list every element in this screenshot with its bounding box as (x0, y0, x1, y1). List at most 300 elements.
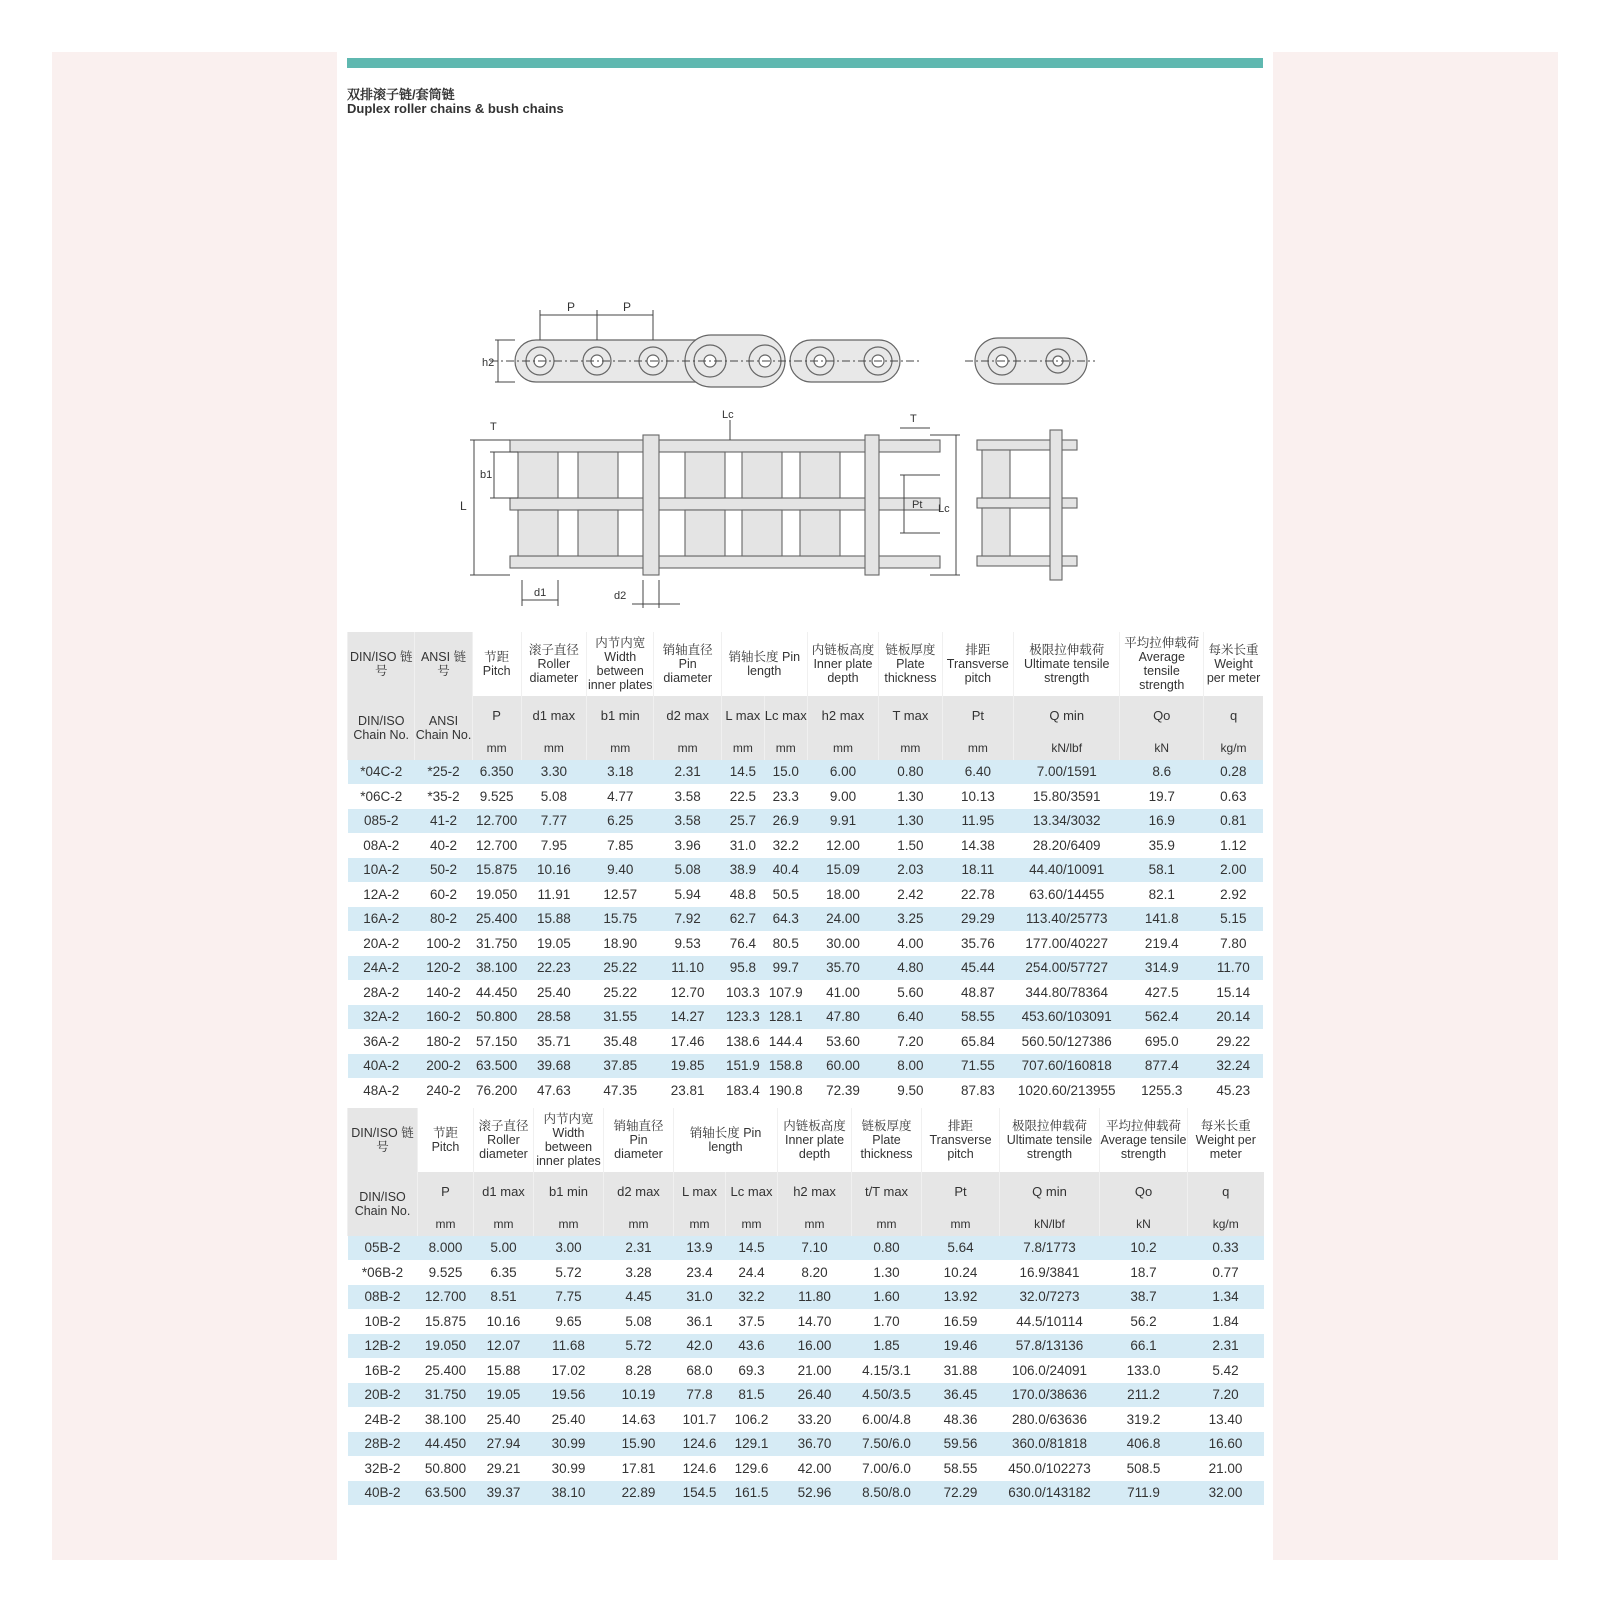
table-cell: 8.50/8.0 (852, 1481, 922, 1506)
unitb-9: kN/lbf (1000, 1212, 1100, 1236)
table-cell: 17.81 (604, 1456, 674, 1481)
table-cell: 10.2 (1100, 1236, 1188, 1260)
table-cell: 140-2 (415, 980, 472, 1005)
table-cell: 50-2 (415, 858, 472, 883)
table-cell: 2.03 (879, 858, 942, 883)
table-cell: 453.60/103091 (1014, 1005, 1120, 1030)
table-cell: 95.8 (721, 956, 764, 981)
table-cell: 4.00 (879, 931, 942, 956)
table-cell: 30.99 (534, 1432, 604, 1457)
table-row (348, 931, 1264, 956)
table-cell: 99.7 (764, 956, 807, 981)
hdrb-plate-h: 内链板高度 Inner plate depth (778, 1108, 852, 1172)
symb-9: Q min (1000, 1172, 1100, 1212)
chain-technical-drawing (460, 300, 1100, 615)
table-cell: 64.3 (764, 907, 807, 932)
table-cell: 1.50 (879, 833, 942, 858)
table-cell: 3.58 (654, 809, 721, 834)
hdr-pin-d: 销轴直径 Pin diameter (654, 632, 721, 696)
unitb-6: mm (778, 1212, 852, 1236)
table-cell: 21.00 (778, 1358, 852, 1383)
table-cell: 14.70 (778, 1309, 852, 1334)
table-cell: 47.35 (587, 1078, 654, 1103)
table-cell: 17.02 (534, 1358, 604, 1383)
table-row (348, 1456, 1264, 1481)
chain-number-cell: 10A-2 (348, 858, 415, 883)
table-cell: 180-2 (415, 1029, 472, 1054)
table-cell: 254.00/57727 (1014, 956, 1120, 981)
table-cell: 7.8/1773 (1000, 1236, 1100, 1260)
table-row (348, 907, 1264, 932)
table-cell: 5.64 (922, 1236, 1000, 1260)
table-cell: 141.8 (1120, 907, 1204, 932)
table-cell: 71.55 (942, 1054, 1014, 1079)
table-cell: 177.00/40227 (1014, 931, 1120, 956)
table-cell: 14.27 (654, 1005, 721, 1030)
sym-11: q (1204, 696, 1263, 736)
table-cell: 4.45 (604, 1285, 674, 1310)
unitb-3: mm (604, 1212, 674, 1236)
symb-10: Qo (1100, 1172, 1188, 1212)
table-cell: 30.99 (534, 1456, 604, 1481)
table-cell: 63.60/14455 (1014, 882, 1120, 907)
table-cell: 7.10 (778, 1236, 852, 1260)
sym-5: Lc max (764, 696, 807, 736)
hdr-ansi-en: ANSI Chain No. (415, 696, 472, 760)
table-cell: 9.91 (807, 809, 879, 834)
table-cell: 44.40/10091 (1014, 858, 1120, 883)
table-cell: 11.68 (534, 1334, 604, 1359)
table-cell: 31.750 (472, 931, 521, 956)
table-row (348, 809, 1264, 834)
table-cell: 13.40 (1188, 1407, 1264, 1432)
chain-number-cell: 16A-2 (348, 907, 415, 932)
table-cell: 1.84 (1188, 1309, 1264, 1334)
unit-1: mm (521, 736, 586, 760)
table-row (348, 1005, 1264, 1030)
table-cell: 32.2 (726, 1285, 778, 1310)
unitb-8: mm (922, 1212, 1000, 1236)
table-cell: 44.450 (418, 1432, 474, 1457)
table-cell: 0.77 (1188, 1260, 1264, 1285)
hdr-ansi: ANSI 链号 (415, 632, 472, 696)
chain-number-cell: 12A-2 (348, 882, 415, 907)
table-cell: 4.80 (879, 956, 942, 981)
table-cell: 1.12 (1204, 833, 1263, 858)
hdr-trans: 排距 Transverse pitch (942, 632, 1014, 696)
hdrb-ult: 极限拉伸载荷 Ultimate tensile strength (1000, 1108, 1100, 1172)
table-cell: 13.9 (674, 1236, 726, 1260)
table-cell: 35.70 (807, 956, 879, 981)
table-row (348, 833, 1264, 858)
table-cell: 5.15 (1204, 907, 1263, 932)
table-cell: 15.90 (604, 1432, 674, 1457)
table-cell: 360.0/81818 (1000, 1432, 1100, 1457)
table-cell: 12.00 (807, 833, 879, 858)
table-cell: 39.68 (521, 1054, 586, 1079)
table-cell: 15.80/3591 (1014, 784, 1120, 809)
table-cell: 15.875 (418, 1309, 474, 1334)
table-cell: 427.5 (1120, 980, 1204, 1005)
table-cell: 4.50/3.5 (852, 1383, 922, 1408)
table-cell: 1.30 (879, 784, 942, 809)
table-cell: 40-2 (415, 833, 472, 858)
table-cell: 707.60/160818 (1014, 1054, 1120, 1079)
table-cell: 450.0/102273 (1000, 1456, 1100, 1481)
chain-number-cell: 32B-2 (348, 1456, 418, 1481)
table-row (348, 1481, 1264, 1506)
table-cell: 14.5 (726, 1236, 778, 1260)
chain-number-cell: 28B-2 (348, 1432, 418, 1457)
table-cell: 80.5 (764, 931, 807, 956)
table-cell: 53.60 (807, 1029, 879, 1054)
table-cell: 41-2 (415, 809, 472, 834)
table-cell: 82.1 (1120, 882, 1204, 907)
table-cell: 12.70 (654, 980, 721, 1005)
table-cell: 7.20 (879, 1029, 942, 1054)
table-cell: 3.58 (654, 784, 721, 809)
table-cell: 15.875 (472, 858, 521, 883)
hdrb-pin-d: 销轴直径 Pin diameter (604, 1108, 674, 1172)
sym-8: Pt (942, 696, 1014, 736)
table-cell: 63.500 (472, 1054, 521, 1079)
table-cell: 25.22 (587, 956, 654, 981)
table-cell: 0.63 (1204, 784, 1263, 809)
table-cell: 31.750 (418, 1383, 474, 1408)
table-cell: 24.00 (807, 907, 879, 932)
chain-number-cell: 16B-2 (348, 1358, 418, 1383)
unitb-0: mm (418, 1212, 474, 1236)
chain-number-cell: 32A-2 (348, 1005, 415, 1030)
table-cell: 2.42 (879, 882, 942, 907)
table-cell: 45.44 (942, 956, 1014, 981)
table-cell: 211.2 (1100, 1383, 1188, 1408)
table-cell: 5.08 (521, 784, 586, 809)
table-cell: 2.31 (654, 760, 721, 784)
table-cell: 77.8 (674, 1383, 726, 1408)
table-cell: 8.51 (474, 1285, 534, 1310)
table-cell: 9.65 (534, 1309, 604, 1334)
table-cell: 43.6 (726, 1334, 778, 1359)
label-L: L (460, 499, 467, 513)
table-cell: 3.28 (604, 1260, 674, 1285)
table-cell: 35.48 (587, 1029, 654, 1054)
table-cell: 183.4 (721, 1078, 764, 1103)
table-cell: 0.33 (1188, 1236, 1264, 1260)
table-cell: 12.07 (474, 1334, 534, 1359)
table-cell: 170.0/38636 (1000, 1383, 1100, 1408)
table-cell: 2.31 (1188, 1334, 1264, 1359)
table-row (348, 1407, 1264, 1432)
table-cell: 13.34/3032 (1014, 809, 1120, 834)
table-cell: 6.35 (474, 1260, 534, 1285)
table-cell: 72.39 (807, 1078, 879, 1103)
table-cell: 5.42 (1188, 1358, 1264, 1383)
symb-4: L max (674, 1172, 726, 1212)
sym-2: b1 min (587, 696, 654, 736)
table-cell: 16.00 (778, 1334, 852, 1359)
table-cell: 35.9 (1120, 833, 1204, 858)
table-cell: 133.0 (1100, 1358, 1188, 1383)
table-cell: 37.85 (587, 1054, 654, 1079)
table-cell: 560.50/127386 (1014, 1029, 1120, 1054)
table-cell: 344.80/78364 (1014, 980, 1120, 1005)
table-cell: 9.525 (418, 1260, 474, 1285)
table-cell: 7.85 (587, 833, 654, 858)
table-cell: 7.20 (1188, 1383, 1264, 1408)
table-cell: 158.8 (764, 1054, 807, 1079)
table-row (348, 1309, 1264, 1334)
table-cell: 103.3 (721, 980, 764, 1005)
table-row (348, 956, 1264, 981)
unitb-1: mm (474, 1212, 534, 1236)
chain-number-cell: 10B-2 (348, 1309, 418, 1334)
table-cell: 22.89 (604, 1481, 674, 1506)
table-cell: 9.525 (472, 784, 521, 809)
unitb-4: mm (674, 1212, 726, 1236)
table-cell: 33.20 (778, 1407, 852, 1432)
table-cell: 57.8/13136 (1000, 1334, 1100, 1359)
chain-number-cell: *04C-2 (348, 760, 415, 784)
page-title-en: Duplex roller chains & bush chains (347, 101, 564, 116)
chain-number-cell: 24B-2 (348, 1407, 418, 1432)
table-cell: 124.6 (674, 1432, 726, 1457)
table-cell: 10.24 (922, 1260, 1000, 1285)
chain-number-cell: 28A-2 (348, 980, 415, 1005)
table-cell: 161.5 (726, 1481, 778, 1506)
table-cell: 219.4 (1120, 931, 1204, 956)
table-cell: 0.28 (1204, 760, 1263, 784)
sym-1: d1 max (521, 696, 586, 736)
chain-number-cell: 20B-2 (348, 1383, 418, 1408)
hdrb-plate-t: 链板厚度 Plate thickness (852, 1108, 922, 1172)
table-cell: 11.10 (654, 956, 721, 981)
label-Lc1: Lc (722, 409, 734, 421)
symb-0: P (418, 1172, 474, 1212)
table-cell: 14.5 (721, 760, 764, 784)
table-row (348, 1285, 1264, 1310)
table-cell: 6.00 (807, 760, 879, 784)
table-cell: 39.37 (474, 1481, 534, 1506)
unit-0: mm (472, 736, 521, 760)
label-h2: h2 (482, 357, 495, 369)
table-cell: 68.0 (674, 1358, 726, 1383)
table-cell: 14.63 (604, 1407, 674, 1432)
table-cell: 31.0 (674, 1285, 726, 1310)
table-cell: 128.1 (764, 1005, 807, 1030)
table-cell: 18.90 (587, 931, 654, 956)
table-cell: 12.700 (418, 1285, 474, 1310)
label-Pt: Pt (912, 499, 923, 511)
table-cell: 48.8 (721, 882, 764, 907)
table-cell: 60.00 (807, 1054, 879, 1079)
unit-11: kg/m (1204, 736, 1263, 760)
table-cell: 28.58 (521, 1005, 586, 1030)
hdr-pitch: 节距 Pitch (472, 632, 521, 696)
table-cell: 7.75 (534, 1285, 604, 1310)
table-row (348, 760, 1264, 784)
table-cell: 35.71 (521, 1029, 586, 1054)
table-cell: 42.0 (674, 1334, 726, 1359)
table-cell: 7.00/1591 (1014, 760, 1120, 784)
table-cell: 16.9 (1120, 809, 1204, 834)
hdr-chain-en: DIN/ISO Chain No. (348, 696, 415, 760)
table-row (348, 1432, 1264, 1457)
table-cell: 106.0/24091 (1000, 1358, 1100, 1383)
hdr-avg: 平均拉伸载荷 Average tensile strength (1120, 632, 1204, 696)
table-cell: 25.40 (521, 980, 586, 1005)
table-cell: 15.0 (764, 760, 807, 784)
label-p2: P (623, 300, 632, 314)
table-cell: 240-2 (415, 1078, 472, 1103)
table-cell: 56.2 (1100, 1309, 1188, 1334)
table-row (348, 1078, 1264, 1103)
table-cell: 630.0/143182 (1000, 1481, 1100, 1506)
table-row (348, 1334, 1264, 1359)
table-cell: 38.100 (418, 1407, 474, 1432)
right-margin-panel (1273, 52, 1558, 1560)
table-cell: 20.14 (1204, 1005, 1263, 1030)
table-cell: 58.55 (922, 1456, 1000, 1481)
symb-1: d1 max (474, 1172, 534, 1212)
table-cell: 18.7 (1100, 1260, 1188, 1285)
table-cell: 280.0/63636 (1000, 1407, 1100, 1432)
table-cell: 32.24 (1204, 1054, 1263, 1079)
table-cell: 25.400 (418, 1358, 474, 1383)
table-cell: 45.23 (1204, 1078, 1263, 1103)
table-cell: 19.050 (472, 882, 521, 907)
table-cell: 4.77 (587, 784, 654, 809)
table-cell: 12.700 (472, 833, 521, 858)
table-cell: 1.30 (852, 1260, 922, 1285)
hdr-plate-t: 链板厚度 Plate thickness (879, 632, 942, 696)
table-cell: 18.00 (807, 882, 879, 907)
table-cell: 144.4 (764, 1029, 807, 1054)
table-cell: 0.81 (1204, 809, 1263, 834)
chain-number-cell: 08A-2 (348, 833, 415, 858)
spec-table-a (347, 632, 1263, 1103)
chain-number-cell: 085-2 (348, 809, 415, 834)
table-cell: 36.70 (778, 1432, 852, 1457)
table-cell: 29.22 (1204, 1029, 1263, 1054)
chain-number-cell: 12B-2 (348, 1334, 418, 1359)
unit-9: kN/lbf (1014, 736, 1120, 760)
hdrb-pitch: 节距 Pitch (418, 1108, 474, 1172)
table-cell: 124.6 (674, 1456, 726, 1481)
symb-3: d2 max (604, 1172, 674, 1212)
table-cell: 2.00 (1204, 858, 1263, 883)
hdr-width: 内节内宽 Width between inner plates (587, 632, 654, 696)
table-cell: 15.09 (807, 858, 879, 883)
table-cell: 29.29 (942, 907, 1014, 932)
label-d2: d2 (614, 590, 627, 602)
table-cell: 190.8 (764, 1078, 807, 1103)
label-d1: d1 (534, 587, 547, 599)
table-cell: 7.95 (521, 833, 586, 858)
hdrb-width: 内节内宽 Width between inner plates (534, 1108, 604, 1172)
table-cell: 2.31 (604, 1236, 674, 1260)
table-cell: 8.00 (879, 1054, 942, 1079)
table-cell: 47.80 (807, 1005, 879, 1030)
table-cell: 508.5 (1100, 1456, 1188, 1481)
table-cell: 23.81 (654, 1078, 721, 1103)
table-cell: 7.92 (654, 907, 721, 932)
table-row (348, 858, 1264, 883)
table-cell: 10.19 (604, 1383, 674, 1408)
table-cell: 17.46 (654, 1029, 721, 1054)
chain-number-cell: 40B-2 (348, 1481, 418, 1506)
table-cell: 15.75 (587, 907, 654, 932)
table-cell: 60-2 (415, 882, 472, 907)
table-cell: 16.9/3841 (1000, 1260, 1100, 1285)
table-cell: 711.9 (1100, 1481, 1188, 1506)
label-b1: b1 (480, 469, 493, 481)
table-cell: 3.00 (534, 1236, 604, 1260)
sym-10: Qo (1120, 696, 1204, 736)
table-cell: 31.55 (587, 1005, 654, 1030)
table-cell: 47.63 (521, 1078, 586, 1103)
table-cell: 5.08 (604, 1309, 674, 1334)
table-cell: 160-2 (415, 1005, 472, 1030)
table-cell: 26.40 (778, 1383, 852, 1408)
table-cell: 129.6 (726, 1456, 778, 1481)
table-cell: 10.16 (474, 1309, 534, 1334)
table-cell: 3.25 (879, 907, 942, 932)
table-cell: 31.0 (721, 833, 764, 858)
spec-table-b-body (348, 1236, 1264, 1505)
table-cell: 72.29 (922, 1481, 1000, 1506)
unit-10: kN (1120, 736, 1204, 760)
table-cell: 52.96 (778, 1481, 852, 1506)
table-cell: 6.25 (587, 809, 654, 834)
table-cell: 8.6 (1120, 760, 1204, 784)
table-cell: 7.80 (1204, 931, 1263, 956)
chain-number-cell: 36A-2 (348, 1029, 415, 1054)
table-cell: 22.78 (942, 882, 1014, 907)
table-cell: 19.56 (534, 1383, 604, 1408)
symb-2: b1 min (534, 1172, 604, 1212)
table-cell: 4.15/3.1 (852, 1358, 922, 1383)
table-cell: 3.18 (587, 760, 654, 784)
table-cell: 25.40 (534, 1407, 604, 1432)
table-cell: 1.34 (1188, 1285, 1264, 1310)
table-cell: 1255.3 (1120, 1078, 1204, 1103)
sym-9: Q min (1014, 696, 1120, 736)
table-cell: 107.9 (764, 980, 807, 1005)
hdrb-roller: 滚子直径 Roller diameter (474, 1108, 534, 1172)
table-cell: 87.83 (942, 1078, 1014, 1103)
table-cell: 23.3 (764, 784, 807, 809)
table-cell: 23.4 (674, 1260, 726, 1285)
table-cell: 314.9 (1120, 956, 1204, 981)
label-T1: T (490, 421, 497, 433)
table-cell: *35-2 (415, 784, 472, 809)
table-cell: 11.91 (521, 882, 586, 907)
table-row (348, 784, 1264, 809)
page-title-cn: 双排滚子链/套筒链 (347, 87, 455, 102)
table-cell: 38.9 (721, 858, 764, 883)
table-cell: 76.200 (472, 1078, 521, 1103)
table-row (348, 1260, 1264, 1285)
table-cell: 319.2 (1100, 1407, 1188, 1432)
table-cell: 106.2 (726, 1407, 778, 1432)
table-cell: 7.50/6.0 (852, 1432, 922, 1457)
table-cell: 25.400 (472, 907, 521, 932)
table-cell: 50.800 (418, 1456, 474, 1481)
symb-11: q (1188, 1172, 1264, 1212)
table-cell: 562.4 (1120, 1005, 1204, 1030)
chain-number-cell: 40A-2 (348, 1054, 415, 1079)
